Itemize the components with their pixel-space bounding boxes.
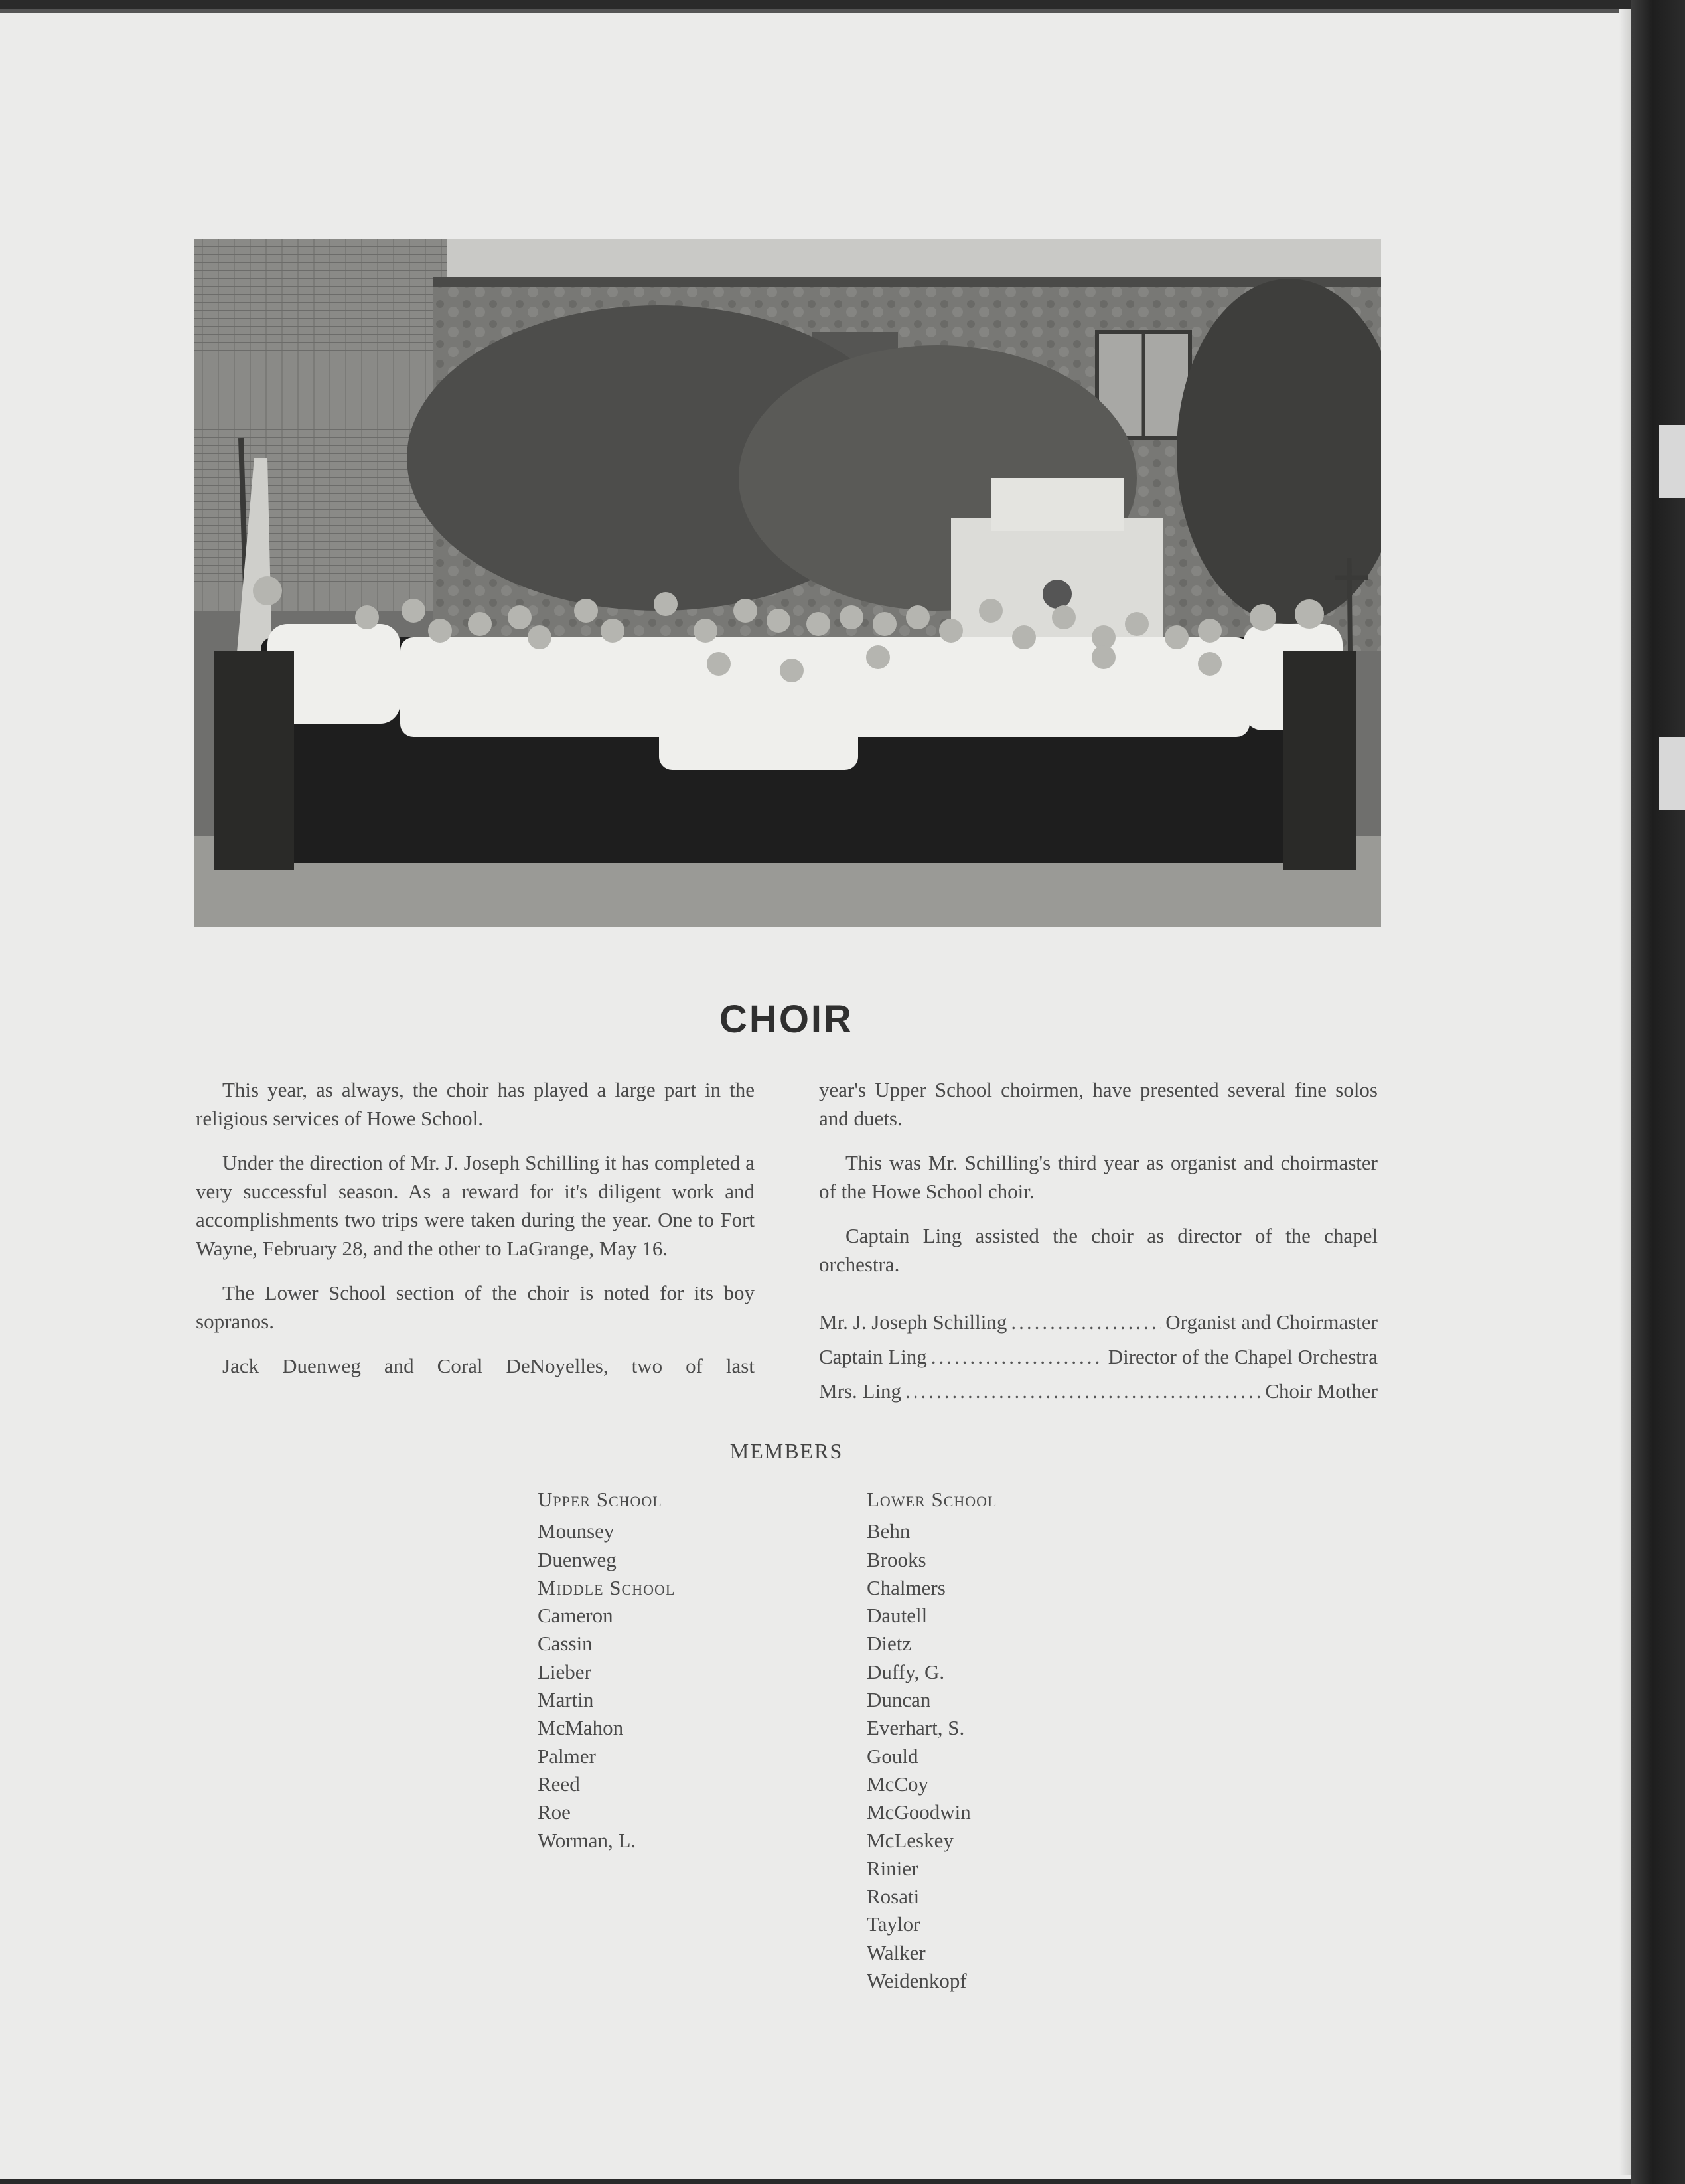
paragraph: This year, as always, the choir has played a large part in the religious services of Howe School. — [196, 1078, 755, 1130]
right-text-column — [819, 1075, 1378, 1409]
upper-school-heading: Upper School — [538, 1488, 662, 1511]
list-item: McCoy — [867, 1772, 928, 1796]
credit-role: Choir Mother — [1265, 1379, 1378, 1403]
list-item: Reed — [538, 1772, 580, 1796]
credit-line — [819, 1305, 1378, 1340]
lower-school-heading: Lower School — [867, 1488, 997, 1511]
credit-line — [819, 1374, 1378, 1409]
list-item: Duenweg — [538, 1547, 617, 1571]
list-item: Rinier — [867, 1856, 918, 1880]
list-item: Martin — [538, 1688, 594, 1712]
choir-group-photo — [194, 239, 1381, 927]
book-binding — [1631, 0, 1685, 2184]
dot-leader — [1011, 1305, 1161, 1340]
list-item: McGoodwin — [867, 1800, 971, 1824]
list-item: Brooks — [867, 1547, 926, 1571]
list-item: Cassin — [538, 1632, 593, 1656]
credit-name: Mrs. Ling — [819, 1379, 901, 1403]
list-item: Taylor — [867, 1912, 920, 1936]
list-item: McLeskey — [867, 1828, 954, 1852]
list-item: Cameron — [538, 1604, 613, 1628]
credit-name: Captain Ling — [819, 1345, 927, 1368]
list-item: Duffy, G. — [867, 1660, 945, 1683]
paragraph: year's Upper School choirmen, have presented several fine solos and duets. — [819, 1078, 1378, 1130]
lower-school-list — [867, 1486, 997, 1995]
page-edge-shadow — [1619, 9, 1631, 2175]
middle-school-heading: Middle School — [538, 1575, 676, 1599]
list-item: Lieber — [538, 1660, 591, 1683]
list-item: Rosati — [867, 1885, 920, 1909]
binding-tab-lower — [1659, 737, 1685, 810]
credit-line — [819, 1340, 1378, 1374]
members-heading: MEMBERS — [729, 1439, 843, 1463]
credit-name: Mr. J. Joseph Schilling — [819, 1310, 1007, 1334]
list-item: McMahon — [538, 1716, 624, 1740]
list-item: Mounsey — [538, 1520, 615, 1543]
list-item: Palmer — [538, 1744, 596, 1768]
paragraph: Under the direction of Mr. J. Joseph Schilling it has completed a very successful season. As a reward for it's diligent work and accomplishments two trips were taken during the year. One to Fort Wayne, February 28, and the other to LaGrange, May 16. — [196, 1151, 755, 1260]
credits-list — [819, 1305, 1378, 1409]
dot-leader — [905, 1374, 1261, 1409]
credit-role: Director of the Chapel Orchestra — [1108, 1345, 1378, 1368]
list-item: Weidenkopf — [867, 1969, 967, 1993]
list-item: Dautell — [867, 1604, 928, 1628]
yearbook-page — [0, 9, 1631, 2179]
list-item: Dietz — [867, 1632, 912, 1656]
binding-tab-upper — [1659, 425, 1685, 498]
list-item: Behn — [867, 1520, 911, 1543]
list-item: Everhart, S. — [867, 1716, 965, 1740]
list-item: Duncan — [867, 1688, 931, 1712]
page-title: CHOIR — [719, 998, 853, 1041]
list-item: Chalmers — [867, 1575, 946, 1599]
dot-leader — [931, 1340, 1104, 1374]
list-item: Gould — [867, 1744, 918, 1768]
credit-role: Organist and Choirmaster — [1165, 1310, 1378, 1334]
paragraph: Captain Ling assisted the choir as director of the chapel orchestra. — [819, 1224, 1378, 1276]
list-item: Roe — [538, 1800, 571, 1824]
list-item: Worman, L. — [538, 1828, 636, 1852]
list-item: Walker — [867, 1940, 926, 1964]
choir-group-photo-icon — [194, 239, 1381, 927]
left-text-column — [196, 1075, 755, 1396]
paragraph: Jack Duenweg and Coral DeNoyelles, two of last — [222, 1354, 755, 1377]
paragraph: This was Mr. Schilling's third year as organist and choirmaster of the Howe School choir. — [819, 1151, 1378, 1203]
upper-middle-school-list — [538, 1486, 675, 1855]
paragraph: The Lower School section of the choir is noted for its boy sopranos. — [196, 1281, 755, 1333]
